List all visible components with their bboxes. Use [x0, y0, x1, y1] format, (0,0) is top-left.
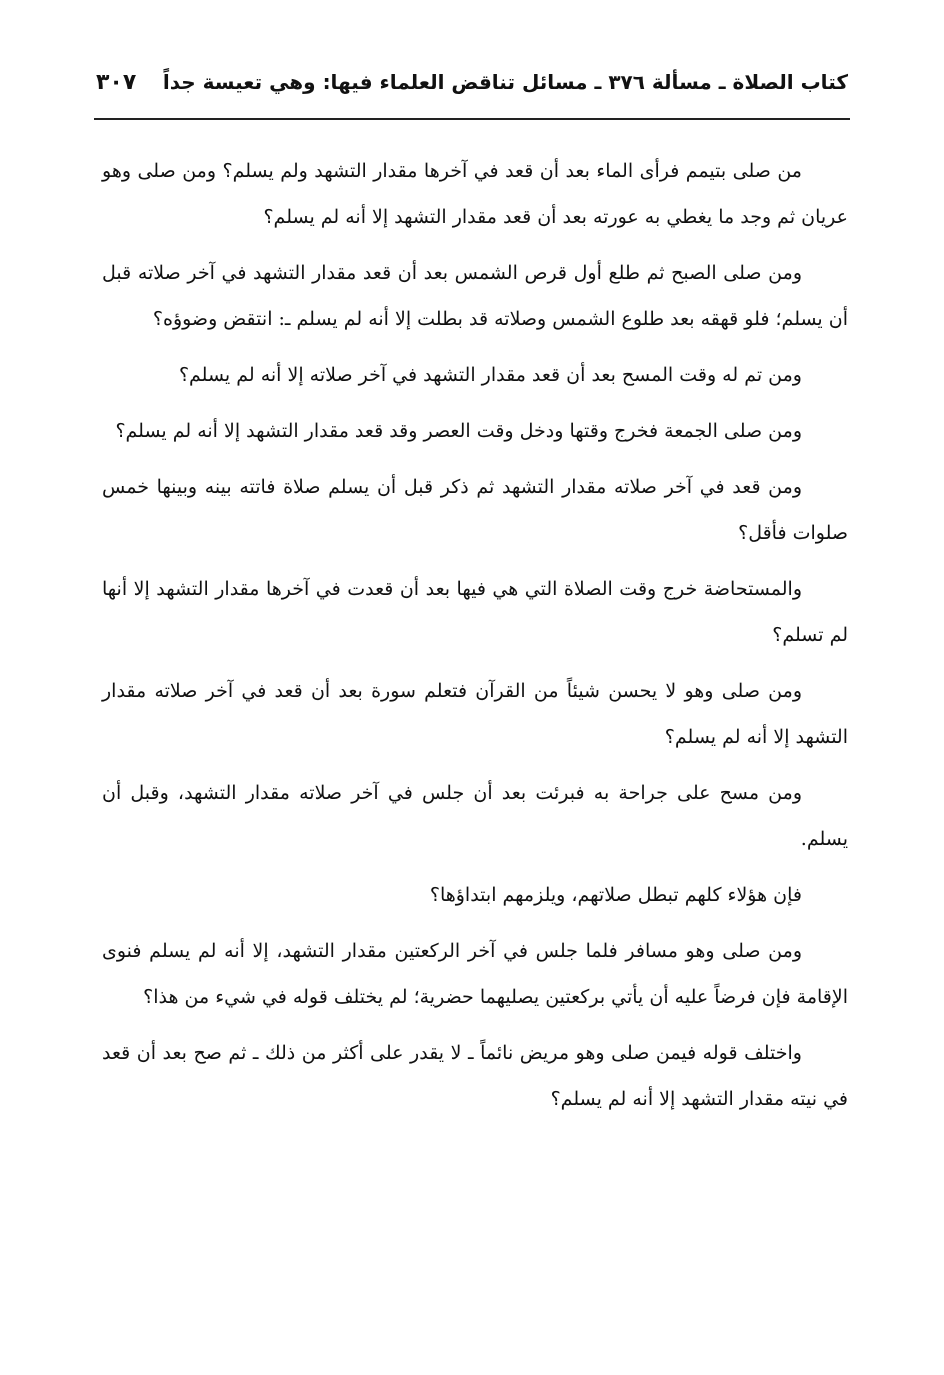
paragraph: ومن صلى الجمعة فخرج وقتها ودخل وقت العصر وقد قعد مقدار التشهد إلا أنه لم يسلم؟ — [115, 420, 802, 442]
header-title: كتاب الصلاة ـ مسألة ٣٧٦ ـ مسائل تناقض العلماء فيها: وهي تعيسة جداً — [162, 70, 848, 94]
paragraph: والمستحاضة خرج وقت الصلاة التي هي فيها بعد أن قعدت في آخرها مقدار التشهد إلا أنها لم تسلم؟ — [102, 578, 848, 646]
paragraph: ومن تم له وقت المسح بعد أن قعد مقدار التشهد في آخر صلاته إلا أنه لم يسلم؟ — [178, 364, 802, 386]
paragraph: فإن هؤلاء كلهم تبطل صلاتهم، ويلزمهم ابتداؤها؟ — [429, 884, 802, 906]
paragraph: ومن صلى وهو مسافر فلما جلس في آخر الركعتين مقدار التشهد، إلا أنه لم يسلم فنوى الإقامة فإن فرضاً عليه أن يأتي بركعتين يصليهما حضرية؛ لم يختلف قوله في شيء من هذا؟ — [102, 940, 848, 1008]
page-number: ٣٠٧ — [96, 69, 137, 95]
paragraph: ومن مسح على جراحة به فبرئت بعد أن جلس في آخر صلاته مقدار التشهد، وقبل أن يسلم. — [102, 782, 848, 850]
body-text — [102, 148, 848, 1132]
header-rule — [94, 118, 850, 120]
paragraph: ومن صلى الصبح ثم طلع أول قرص الشمس بعد أن قعد مقدار التشهد في آخر صلاته قبل أن يسلم؛ فلو قهقه بعد طلوع الشمس وصلاته قد بطلت إلا أنه لم يسلم ـ: انتقض وضوؤه؟ — [102, 262, 848, 330]
paragraph: واختلف قوله فيمن صلى وهو مريض نائماً ـ لا يقدر على أكثر من ذلك ـ ثم صح بعد أن قعد في نيته مقدار التشهد إلا أنه لم يسلم؟ — [102, 1042, 848, 1110]
paragraph: ومن قعد في آخر صلاته مقدار التشهد ثم ذكر قبل أن يسلم صلاة فاتته بينه وبينها خمس صلوات فأقل؟ — [102, 476, 848, 544]
paragraph: ومن صلى وهو لا يحسن شيئاً من القرآن فتعلم سورة بعد أن قعد في آخر صلاته مقدار التشهد إلا أنه لم يسلم؟ — [102, 680, 848, 748]
paragraph: من صلى بتيمم فرأى الماء بعد أن قعد في آخرها مقدار التشهد ولم يسلم؟ ومن صلى وهو عريان ثم وجد ما يغطي به عورته بعد أن قعد مقدار التشهد إلا أنه لم يسلم؟ — [102, 160, 848, 228]
running-header — [96, 60, 848, 104]
